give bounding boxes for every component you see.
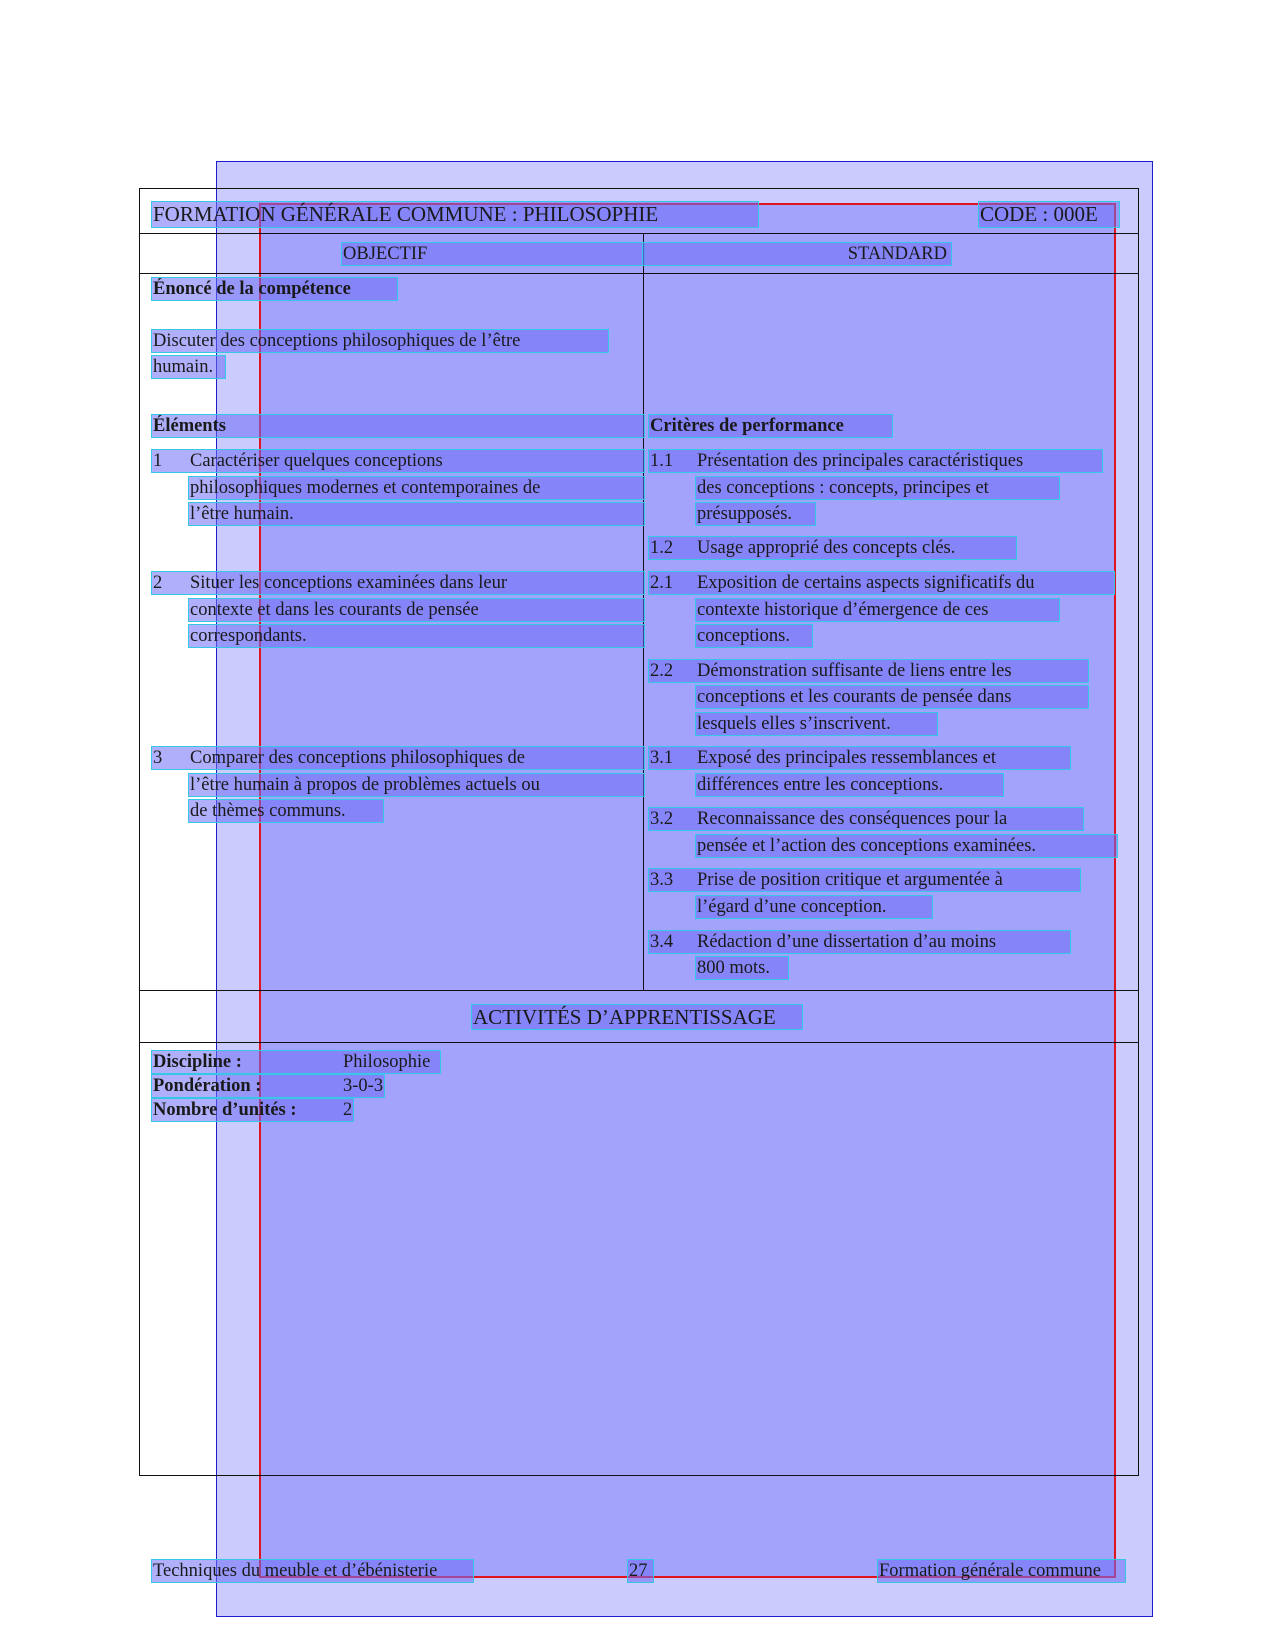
columns-divider xyxy=(139,273,1139,274)
course-code: CODE : 000E xyxy=(979,202,1119,227)
course-info-label: Pondération : xyxy=(153,1075,262,1096)
page-title: FORMATION GÉNÉRALE COMMUNE : PHILOSOPHIE xyxy=(152,202,758,227)
criterion-item xyxy=(649,869,1080,891)
criterion-line: différences entre les conceptions. xyxy=(696,774,1003,796)
footer-page-number: 27 xyxy=(628,1560,653,1582)
criterion-line: Démonstration suffisante de liens entre les xyxy=(697,660,1012,681)
course-info-value: 2 xyxy=(343,1099,353,1120)
column-header-standard: STANDARD xyxy=(643,243,951,265)
competence-text-line: humain. xyxy=(152,356,225,378)
criterion-line: conceptions et les courants de pensée dans xyxy=(696,686,1088,708)
course-info-value: Philosophie xyxy=(343,1051,431,1072)
element-number: 1 xyxy=(153,450,163,471)
criterion-item xyxy=(649,931,1070,953)
criterion-item xyxy=(649,747,1070,769)
criterion-item xyxy=(649,808,1083,830)
criterion-line: contexte historique d’émergence de ces xyxy=(696,599,1059,621)
elements-heading: Éléments xyxy=(152,415,644,437)
element-line: Comparer des conceptions philosophiques de xyxy=(190,747,525,768)
element-line: philosophiques modernes et contemporaines de xyxy=(189,477,644,499)
criterion-number: 1.1 xyxy=(650,450,674,471)
criterion-line: des conceptions : concepts, principes et xyxy=(696,477,1059,499)
element-line: correspondants. xyxy=(189,625,644,647)
element-line: contexte et dans les courants de pensée xyxy=(189,599,644,621)
criterion-line: Rédaction d’une dissertation d’au moins xyxy=(697,931,997,952)
element-number: 3 xyxy=(153,747,163,768)
criterion-line: conceptions. xyxy=(696,625,812,647)
criterion-number: 3.3 xyxy=(650,869,674,890)
criterion-line: pensée et l’action des conceptions examinées. xyxy=(696,835,1117,857)
criterion-number: 2.1 xyxy=(650,572,674,593)
criterion-item xyxy=(649,537,1016,559)
course-info-units xyxy=(152,1099,353,1121)
element-line: l’être humain. xyxy=(189,503,644,525)
criterion-number: 3.4 xyxy=(650,931,674,952)
criterion-line: l’égard d’une conception. xyxy=(696,896,932,918)
criteria-heading: Critères de performance xyxy=(649,415,892,437)
criterion-line: Exposé des principales ressemblances et xyxy=(697,747,996,768)
course-info-value: 3-0-3 xyxy=(343,1075,384,1096)
course-info-label: Nombre d’unités : xyxy=(153,1099,297,1120)
criterion-line: Reconnaissance des conséquences pour la xyxy=(697,808,1008,829)
criterion-line: Exposition de certains aspects significatifs du xyxy=(697,572,1035,593)
course-info-weighting xyxy=(152,1075,384,1097)
element-line: de thèmes communs. xyxy=(189,800,383,822)
element-item xyxy=(152,450,644,472)
footer-section: Formation générale commune xyxy=(878,1560,1125,1582)
criterion-item xyxy=(649,450,1102,472)
competence-heading: Énoncé de la compétence xyxy=(152,278,397,300)
footer-program: Techniques du meuble et d’ébénisterie xyxy=(152,1560,473,1582)
activities-bottom-divider xyxy=(139,1042,1139,1043)
course-info-label: Discipline : xyxy=(153,1051,242,1072)
competence-text-line: Discuter des conceptions philosophiques de l’être xyxy=(152,330,608,352)
activities-top-divider xyxy=(139,990,1139,991)
header-divider xyxy=(139,233,1139,234)
element-number: 2 xyxy=(153,572,163,593)
criterion-item xyxy=(649,572,1114,594)
criterion-number: 1.2 xyxy=(650,537,674,558)
criterion-line: Usage approprié des concepts clés. xyxy=(697,537,956,558)
course-info-discipline xyxy=(152,1051,440,1073)
criterion-item xyxy=(649,660,1088,682)
criterion-line: 800 mots. xyxy=(696,957,788,979)
column-header-objective: OBJECTIF xyxy=(342,243,644,265)
criterion-number: 2.2 xyxy=(650,660,674,681)
element-item xyxy=(152,572,644,594)
criterion-line: Prise de position critique et argumentée à xyxy=(697,869,1003,890)
criterion-line: lesquels elles s’inscrivent. xyxy=(696,713,937,735)
element-line: Situer les conceptions examinées dans leur xyxy=(190,572,507,593)
element-line: l’être humain à propos de problèmes actuels ou xyxy=(189,774,644,796)
criterion-line: présupposés. xyxy=(696,503,815,525)
criterion-line: Présentation des principales caractéristiques xyxy=(697,450,1024,471)
criterion-number: 3.2 xyxy=(650,808,674,829)
activities-heading: ACTIVITÉS D’APPRENTISSAGE xyxy=(472,1005,802,1029)
course-frame xyxy=(139,188,1139,1476)
element-item xyxy=(152,747,644,769)
element-line: Caractériser quelques conceptions xyxy=(190,450,443,471)
criterion-number: 3.1 xyxy=(650,747,674,768)
